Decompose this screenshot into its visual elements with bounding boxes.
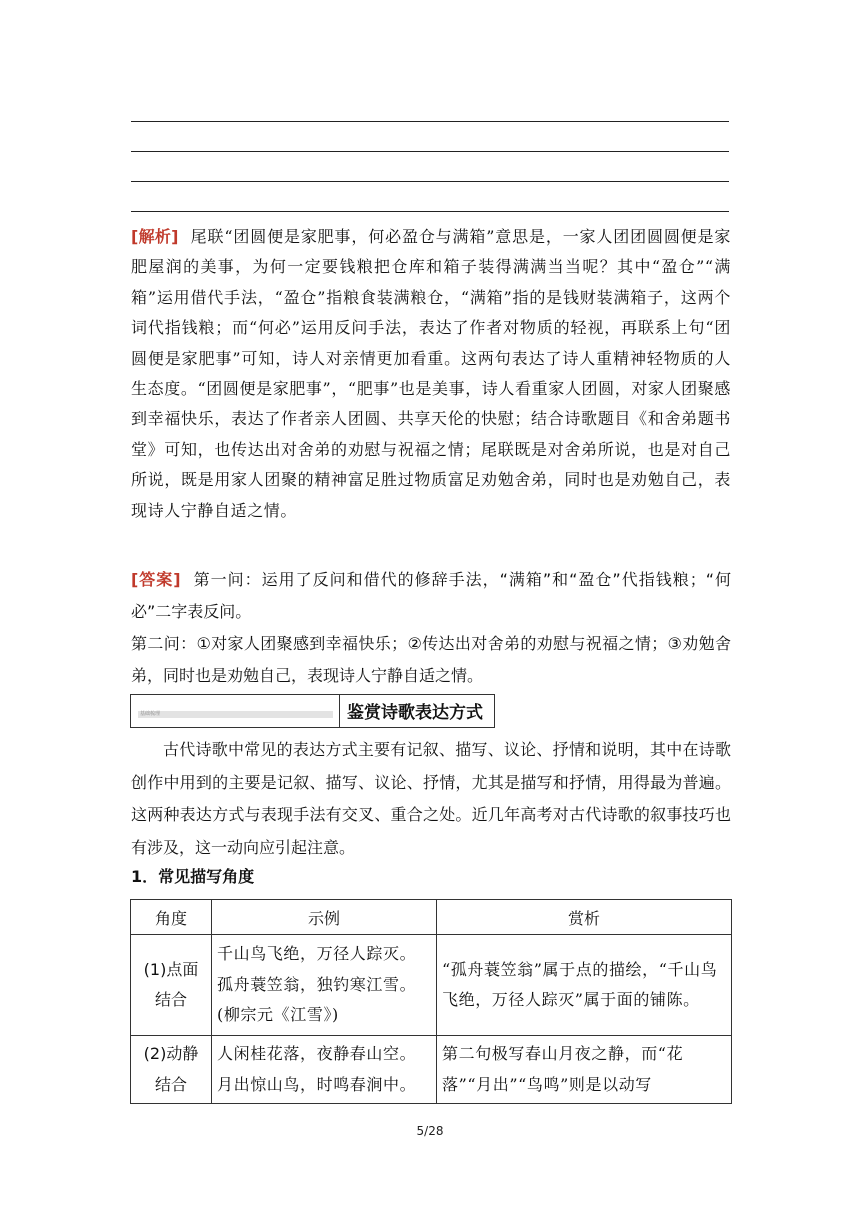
answer-paragraph	[131, 564, 731, 628]
answer-q2-paragraph	[131, 628, 731, 692]
page-number: 5/28	[416, 1124, 444, 1138]
section-title: 鉴赏诗歌表达方式	[347, 703, 483, 723]
answer-blank-line	[131, 181, 729, 182]
description-angle-table	[130, 899, 732, 1104]
table-cell-angle: (1)点面结合	[131, 935, 212, 1036]
table-row	[131, 1036, 732, 1104]
table-header-cell: 示例	[212, 900, 437, 935]
answer-blank-line	[131, 211, 729, 212]
table-header-cell: 角度	[131, 900, 212, 935]
analysis-text: 尾联“团圆便是家肥事，何必盈仓与满箱”意思是，一家人团团圆圆便是家肥屋润的美事，为何一定要钱粮把仓库和箱子装得满满当当呢？其中“盈仓”“满箱”运用借代手法，“盈仓”指粮食装满粮仓，“满箱”指的是钱财装满箱子，这两个词代指钱粮；而“何必”运用反问手法，表达了作者对物质的轻视，再联系上句“团圆便是家肥事”可知，诗人对亲情更加看重。这两句表达了诗人重精神轻物质的人生态度。“团圆便是家肥事”，“肥事”也是美事，诗人看重家人团圆，对家人团聚感到幸福快乐，表达了作者亲人团圆、共享天伦的快慰；结合诗歌题目《和舍弟题书堂》可知，也传达出对舍弟的劝慰与祝福之情；尾联既是对舍弟所说，也是对自己所说，既是用家人团聚的精神富足胜过物质富足劝勉舍弟，同时也是劝勉自己，表现诗人宁静自适之情。	[131, 227, 731, 520]
answer-q2: 第二问：①对家人团聚感到幸福快乐；②传达出对舍弟的劝慰与祝福之情；③劝勉舍弟，同时也是劝勉自己，表现诗人宁静自适之情。	[131, 634, 731, 685]
table-cell-angle: (2)动静结合	[131, 1036, 212, 1104]
table-cell-analysis: “孤舟蓑笠翁”属于点的描绘，“千山鸟飞绝，万径人踪灭”属于面的铺陈。	[437, 935, 732, 1036]
section-small-label: 基础梳理	[140, 711, 161, 717]
table-cell-example: 千山鸟飞绝，万径人踪灭。孤舟蓑笠翁，独钓寒江雪。(柳宗元《江雪》)	[212, 935, 437, 1036]
table-header-cell: 赏析	[437, 900, 732, 935]
analysis-tag: [解析]	[131, 227, 179, 246]
table-row	[131, 935, 732, 1036]
intro-paragraph	[131, 734, 731, 864]
section-label-bar	[138, 711, 333, 718]
subheading: 1．常见描写角度	[131, 867, 255, 886]
section-label-cell	[131, 695, 340, 727]
answer-tag: [答案]	[131, 570, 181, 589]
intro-text: 古代诗歌中常见的表达方式主要有记叙、描写、议论、抒情和说明，其中在诗歌创作中用到的主要是记叙、描写、议论、抒情，尤其是描写和抒情，用得最为普遍。这两种表达方式与表现手法有交叉、重合之处。近几年高考对古代诗歌的叙事技巧也有涉及，这一动向应引起注意。	[131, 740, 731, 857]
analysis-paragraph	[131, 222, 731, 526]
table-cell-example: 人闲桂花落，夜静春山空。月出惊山鸟，时鸣春涧中。	[212, 1036, 437, 1104]
answer-blank-line	[131, 151, 729, 152]
table-cell-analysis: 第二句极写春山月夜之静，而“花落”“月出”“鸟鸣”则是以动写	[437, 1036, 732, 1104]
section-heading-box	[130, 694, 495, 728]
answer-blank-line	[131, 121, 729, 122]
table-header-row	[131, 900, 732, 935]
answer-q1: 第一问：运用了反问和借代的修辞手法，“满箱”和“盈仓”代指钱粮；“何必”二字表反问。	[131, 570, 731, 621]
